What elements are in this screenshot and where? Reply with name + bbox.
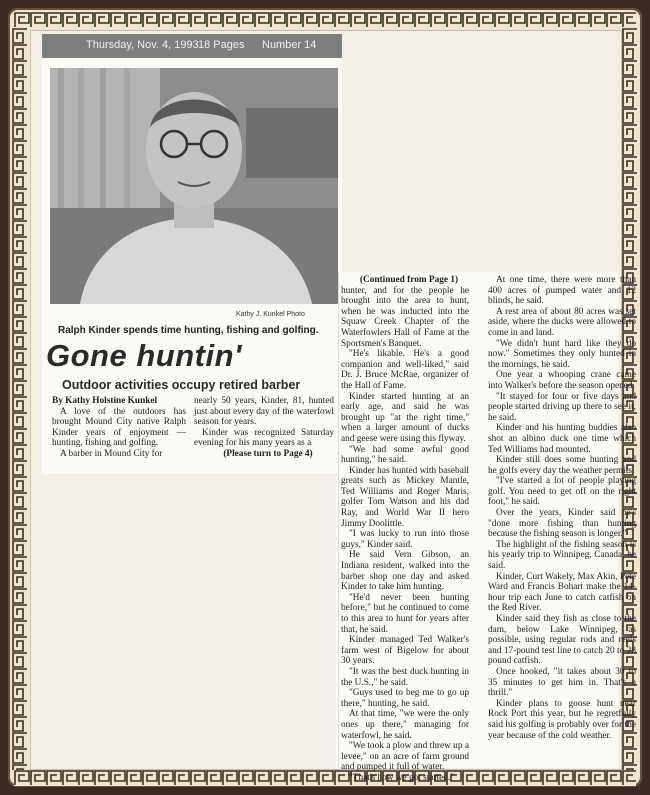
paragraph: One year a whooping crane came into Walker's before the season opened. (488, 370, 636, 391)
paragraph: "It stayed for four or five days and people started driving up there to see it, he said. (488, 391, 636, 423)
article-column-3 (341, 275, 469, 784)
paragraph: Kinder said they fish as close to the dam, below Lake Winnipeg, as possible, using regular rods and reels and 17-pound test line to catch 20 to 28 pound catfish. (488, 614, 636, 667)
photo-credit: Kathy J. Kunkel Photo (236, 311, 305, 318)
page-count: 18 Pages (198, 39, 245, 51)
portrait-photo (50, 68, 338, 304)
paragraph: A rest area of about 80 acres was set aside, where the ducks were allowed to come in and land. (488, 306, 636, 338)
article-column-1 (52, 396, 186, 460)
article-column-2 (194, 396, 334, 460)
clipping-edge (338, 272, 339, 768)
paragraph: "We didn't hunt hard like they do now." Sometimes they only hunted in the mornings, he said. (488, 338, 636, 370)
paragraph: A love of the outdoors has brought Mound City native Ralph Kinder years of enjoyment — hunting, fishing and golfing. (52, 406, 186, 449)
paragraph: "Guys used to beg me to go up there," hunting, he said. (341, 688, 469, 709)
paragraph: Kinder has hunted with baseball greats such as Mickey Mantle, Ted Williams and Roger Maris, golfer Tom Watson and his dad Ray, and World War II hero Jimmy Doolittle. (341, 465, 469, 529)
paragraph: nearly 50 years, Kinder, 81, hunted just about every day of the waterfowl season for years. (194, 396, 334, 428)
paragraph: "We had some awful good hunting," he said. (341, 444, 469, 466)
paragraph: "He's likable. He's a good companion and well-liked," said Dr. J. Bruce McRae, organizer of the Hall of Fame. (341, 349, 469, 391)
paragraph: "I've started a lot of people playing golf. You need to get off on the right foot," he said. (488, 476, 636, 508)
photo-caption: Ralph Kinder spends time hunting, fishing and golfing. (58, 325, 319, 336)
issue-date: Thursday, Nov. 4, 1993 (86, 39, 199, 51)
paragraph: Kinder, Curt Wakely, Max Akin, Pete Ward and Francis Bohart make the 14-hour trip each June to catch catfish on the Red River. (488, 571, 636, 614)
paragraph: Kinder started hunting at an early age, and said he was brought up "at the right time," when a larger amount of ducks and geese were using this flyway. (341, 391, 469, 444)
subheadline: Outdoor activities occupy retired barber (62, 378, 301, 392)
paragraph: At one time, there were more than 400 acres of pumped water and 12 blinds, he said. (488, 275, 636, 307)
byline: By Kathy Holstine Kunkel (52, 396, 158, 406)
greek-key-border-top (14, 12, 636, 28)
headline: Gone huntin' (46, 338, 242, 373)
paragraph: He said Vern Gibson, an Indiana resident, walked into the barber shop one day and asked Kinder to take him hunting. (341, 550, 469, 593)
paragraph: "I was lucky to run into those guys," Kinder said. (341, 529, 469, 550)
greek-key-border-left (12, 28, 28, 770)
paragraph: "It was the best duck hunting in the U.S.," he said. (341, 666, 469, 688)
paragraph: Once hooked, "it takes about 30 to 35 minutes to get him in. That's a thrill." (488, 666, 636, 699)
article-column-4 (488, 275, 636, 741)
continued-line: (Continued from Page 1) (359, 275, 459, 285)
paragraph: Kinder was recognized Saturday evening for his many years as a (194, 427, 334, 449)
paragraph: Over the years, Kinder said he's "done more fishing than hunting because the fishing season is longer." (488, 508, 636, 540)
newspaper-masthead (42, 34, 342, 58)
paragraph: A barber in Mound City for (60, 448, 163, 459)
paragraph: "That's how we got started." (349, 772, 455, 783)
paragraph: "We took a plow and threw up a levee," on an acre of farm ground and pumped it full of water. (341, 741, 469, 773)
paragraph: Kinder plans to goose hunt near Rock Port this year, but he regretfully said his golfing is probably over for the year because of the cold weather. (488, 698, 636, 741)
issue-number: Number 14 (262, 39, 317, 51)
greek-key-border-bottom (14, 770, 636, 786)
paragraph: The highlight of the fishing season is his yearly trip to Winnipeg, Canada, he said. (488, 539, 636, 572)
paragraph: Kinder still does some hunting and he golfs every day the weather permits. (488, 455, 636, 476)
jump-line: (Please turn to Page 4) (223, 448, 313, 459)
paragraph: Kinder managed Ted Walker's farm west of Bigelow for about 30 years. (341, 635, 469, 667)
paragraph: Kinder and his hunting buddies also shot an albino duck one time which Ted Williams had mounted. (488, 423, 636, 455)
paragraph: hunter, and for the people he brought into the area to hunt, when he was inducted into the Squaw Creek Chapter of the Waterfowlers Hall of Fame at the Sportsmen's Banquet. (341, 285, 469, 349)
paragraph: "He'd never been hunting before," but he continued to come to this area to hunt for years after that, he said. (341, 592, 469, 635)
paragraph: At that time, "we were the only ones up there," managing for waterfowl, he said. (341, 709, 469, 741)
